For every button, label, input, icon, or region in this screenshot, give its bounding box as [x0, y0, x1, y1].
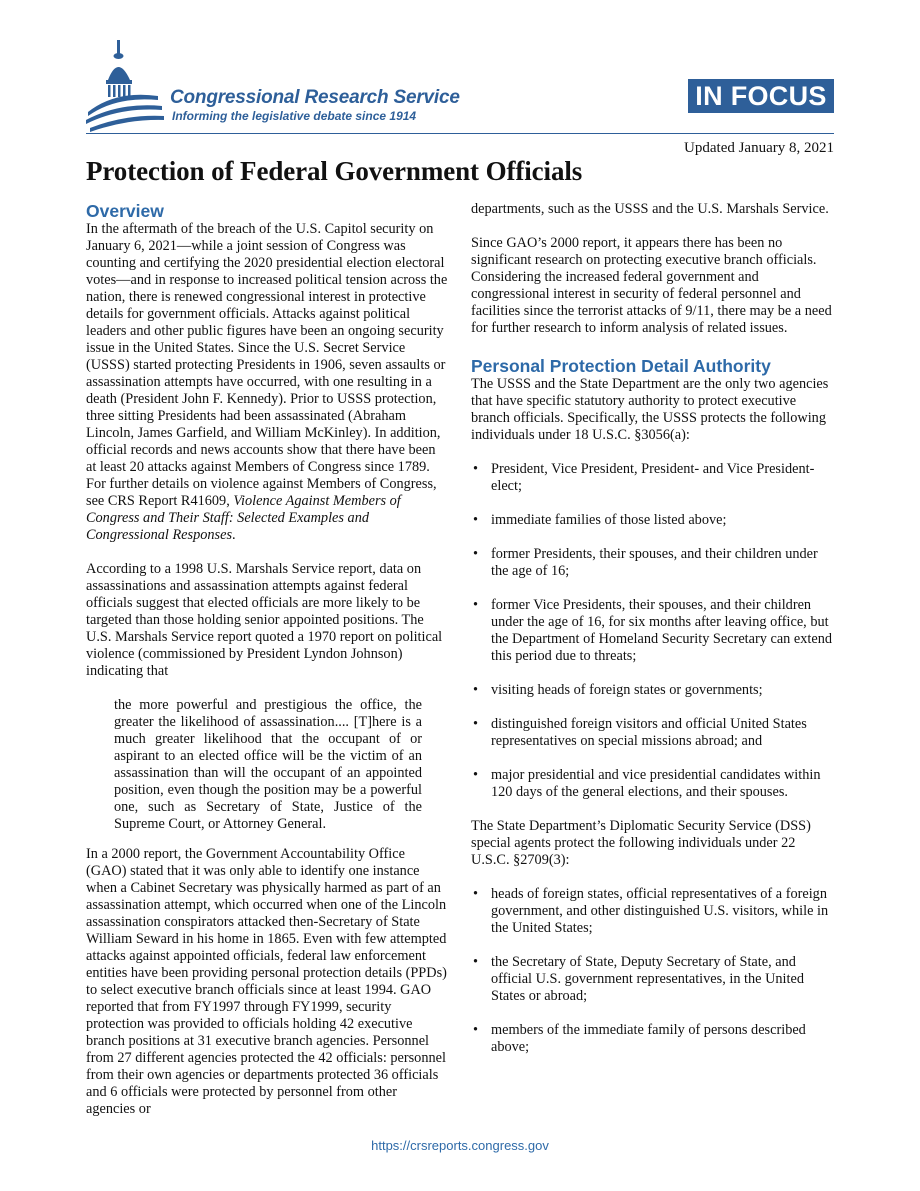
bullet-icon: •: [473, 767, 479, 783]
list-item: • visiting heads of foreign states or governments;: [473, 682, 763, 698]
list-item: • former Vice Presidents, their spouses, and their children under the age of 16, for six months after leaving office, but the Department of Homeland Security Secretary can extend this period due to threats;: [473, 597, 833, 664]
bullet-icon: •: [473, 546, 479, 562]
usss-authority-paragraph: The USSS and the State Department are the only two agencies that have specific statutory authority to protect executive branch officials. Specifically, the USSS protects the following individuals under 18 U.S.C. §3056(a):: [471, 376, 829, 443]
ppd-authority-heading: Personal Protection Detail Authority: [471, 356, 771, 376]
research-gap-paragraph: Since GAO’s 2000 report, it appears there has been no significant research on protecting executive branch officials. Considering the increased federal government and congressional interest in security of federal personnel and facilities since the terrorist attacks of 9/11, there may be a need for further research to inform analysis of related issues.: [471, 235, 832, 336]
capitol-dome-logo-icon: [86, 40, 170, 136]
bullet-icon: •: [473, 954, 479, 970]
document-title: Protection of Federal Government Officials: [86, 156, 583, 186]
bullet-icon: •: [473, 1022, 479, 1038]
org-name: Congressional Research Service: [170, 87, 460, 108]
list-item: • members of the immediate family of persons described above;: [473, 1022, 806, 1055]
header-divider: [86, 133, 834, 134]
bullet-icon: •: [473, 716, 479, 732]
updated-date: Updated January 8, 2021: [684, 140, 834, 156]
bullet-icon: •: [473, 682, 479, 698]
list-item: • immediate families of those listed above;: [473, 512, 727, 528]
list-item: • President, Vice President, President- and Vice President-elect;: [473, 461, 815, 494]
usss-protectee-list: [471, 461, 834, 801]
bullet-icon: •: [473, 886, 479, 902]
gao-paragraph: In a 2000 report, the Government Accountability Office (GAO) stated that it was only able to identify one instance when a Cabinet Secretary was physically harmed as part of an assassination attempt, which occurred when one of the Lincoln assassination conspirators attacked then-Secretary of State William Seward in his home in 1865. Even with few attempted attacks against appointed officials, federal law enforcement entities have been providing personal protection details (PPDs) to select executive branch officials since at least 1994. GAO reported that from FY1997 through FY1999, security protection was provided to officials holding 42 executive branch positions at 31 executive branch agencies. Personnel from 27 different agencies protected the 42 officials: personnel from their own agencies or departments protected 36 officials and 6 officials were protected by personnel from other agencies or: [86, 846, 447, 1117]
dss-protectee-list: [471, 886, 834, 1056]
block-quote: the more powerful and prestigious the office, the greater the likelihood of assassination.... [T]here is a much greater likelihood that the occupant of or aspirant to an elected office will be the victim of an assassination than will the occupant of an appointed position, even though the position may be a powerful one, such as Secretary of State, Justice of the Supreme Court, or Attorney General.: [114, 697, 422, 832]
list-item: • the Secretary of State, Deputy Secretary of State, and official U.S. government representatives, in the United States or abroad;: [473, 954, 804, 1004]
bullet-icon: •: [473, 597, 479, 613]
list-item: • former Presidents, their spouses, and their children under the age of 16;: [473, 546, 818, 579]
in-focus-badge: IN FOCUS: [688, 79, 834, 113]
list-item: • heads of foreign states, official representatives of a foreign government, and other distinguished U.S. visitors, while in the United States;: [473, 886, 829, 936]
report-title-citation: Violence Against Members of Congress and Their Staff: Selected Examples and Congressional Responses: [86, 493, 401, 543]
list-item: • distinguished foreign visitors and official United States representatives on special missions abroad; and: [473, 716, 807, 749]
continued-paragraph: departments, such as the USSS and the U.S. Marshals Service.: [471, 201, 829, 217]
footer-url-link[interactable]: https://crsreports.congress.gov: [371, 1138, 549, 1153]
overview-paragraph: In the aftermath of the breach of the U.S. Capitol security on January 6, 2021—while a joint session of Congress was counting and certifying the 2020 presidential election electoral votes—and in response to increased political tension across the nation, there is renewed congressional interest in protective details for government officials. Attacks against political leaders and other public figures have been an ongoing security issue in the United States. Since the U.S. Secret Service (USSS) started protecting Presidents in 1906, seven assaults or assassination attempts have occurred, with one resulting in a death (President John F. Kennedy). Prior to USSS protection, three sitting Presidents had been assassinated (Abraham Lincoln, James Garfield, and William McKinley). In addition, official records and news accounts show that there have been at least 20 attacks against Members of Congress since 1789. For further details on violence against Members of Congress, see CRS Report R41609, Violence Against Members of Congress and Their Staff: Selected Examples and Congressional Responses.: [86, 221, 448, 543]
left-column: [86, 201, 448, 1118]
bullet-icon: •: [473, 461, 479, 477]
dss-authority-paragraph: The State Department’s Diplomatic Security Service (DSS) special agents protect the following individuals under 22 U.S.C. §2709(3):: [471, 818, 811, 868]
org-tagline: Informing the legislative debate since 1914: [172, 109, 417, 123]
right-column: [471, 201, 834, 1056]
report-header: [86, 40, 834, 136]
bullet-icon: •: [473, 512, 479, 528]
list-item: • major presidential and vice presidential candidates within 120 days of the general elections, and their spouses.: [473, 767, 821, 800]
overview-heading: Overview: [86, 201, 164, 221]
marshals-paragraph: According to a 1998 U.S. Marshals Service report, data on assassinations and assassination attempts against federal officials suggest that elected officials are more likely to be targeted than those holding senior appointed positions. The U.S. Marshals Service report quoted a 1970 report on political violence (commissioned by President Lyndon Johnson) indicating that: [86, 561, 443, 679]
